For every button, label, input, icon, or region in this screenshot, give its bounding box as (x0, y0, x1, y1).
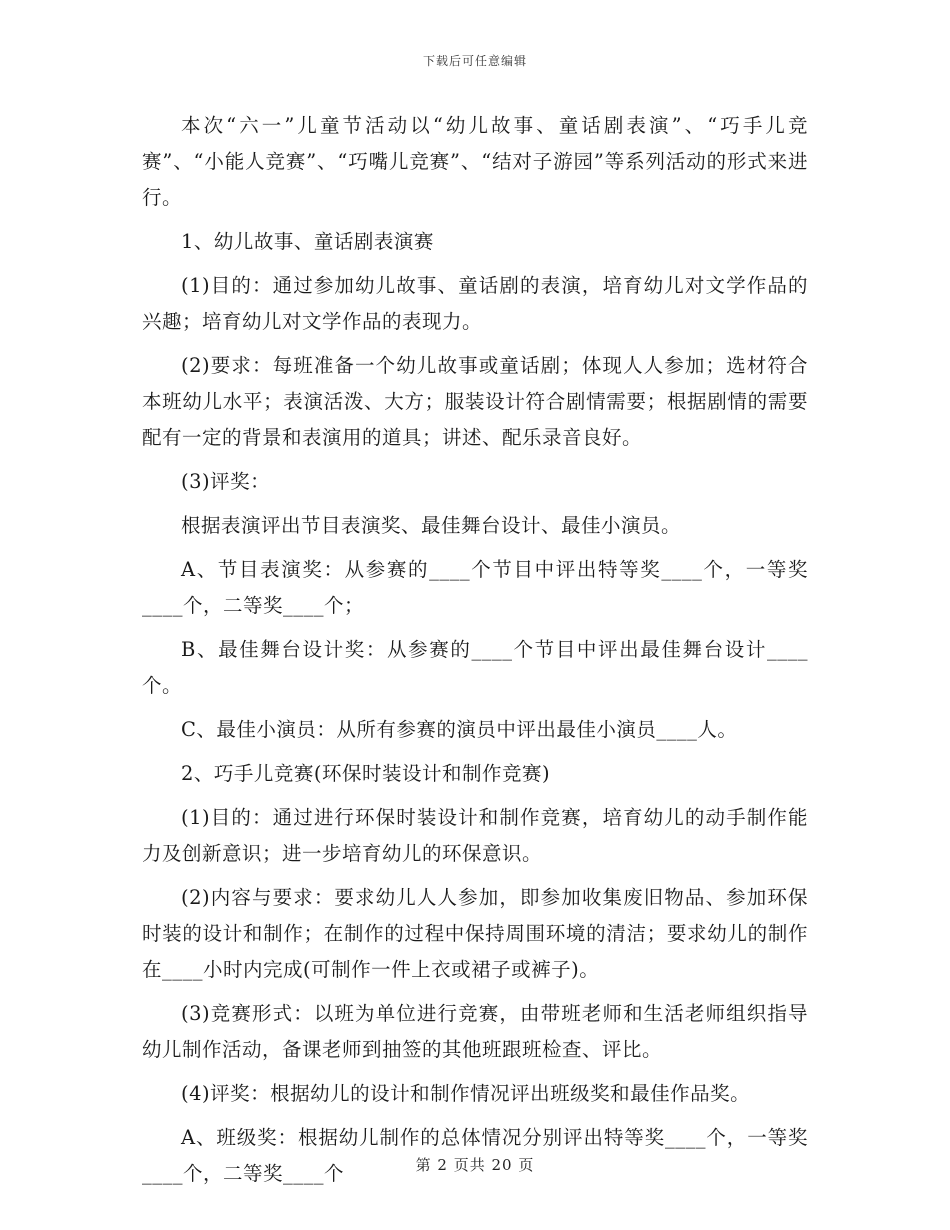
section-heading-story-drama: 1、幼儿故事、童话剧表演赛 (181, 230, 434, 253)
paragraph-award-b: B、最佳舞台设计奖：从参赛的____个节目中评出最佳舞台设计____个。 (142, 638, 808, 697)
paragraph-class-award: A、班级奖：根据幼儿制作的总体情况分别评出特等奖____个，一等奖____个，二等奖____个 (142, 1126, 808, 1185)
paragraph-purpose: (1)目的：通过参加幼儿故事、童话剧的表演，培育幼儿对文学作品的兴趣；培育幼儿对文学作品的表现力。 (142, 274, 808, 333)
page-header: 下载后可任意编辑 (422, 54, 527, 68)
paragraph-award-a: A、节目表演奖：从参赛的____个节目中评出特等奖____个，一等奖____个，二等奖____个； (142, 558, 808, 617)
paragraph-awards-heading: (3)评奖： (181, 470, 271, 493)
page-footer: 第 2 页共 20 页 (415, 1156, 535, 1174)
paragraph-requirements: (2)要求：每班准备一个幼儿故事或童话剧；体现人人参加；选材符合本班幼儿水平；表演活泼、大方；服装设计符合剧情需要；根据剧情的需要配有一定的背景和表演用的道具；讲述、配乐录音良好。 (142, 354, 808, 449)
document-body (142, 108, 808, 1200)
section-heading-handcraft: 2、巧手儿竞赛(环保时装设计和制作竞赛) (181, 762, 551, 785)
paragraph-award-c: C、最佳小演员：从所有参赛的演员中评出最佳小演员____人。 (181, 718, 738, 741)
paragraph-intro: 本次“六一”儿童节活动以“幼儿故事、童话剧表演”、“巧手儿竞赛”、“小能人竞赛”、“巧嘴儿竞赛”、“结对子游园”等系列活动的形式来进行。 (142, 114, 808, 209)
paragraph-handcraft-format: (3)竞赛形式：以班为单位进行竞赛，由带班老师和生活老师组织指导幼儿制作活动，备课老师到抽签的其他班跟班检查、评比。 (142, 1002, 808, 1061)
paragraph-handcraft-purpose: (1)目的：通过进行环保时装设计和制作竞赛，培育幼儿的动手制作能力及创新意识；进一步培育幼儿的环保意识。 (142, 806, 808, 865)
paragraph-handcraft-awards: (4)评奖：根据幼儿的设计和制作情况评出班级奖和最佳作品奖。 (181, 1082, 751, 1105)
paragraph-awards-summary: 根据表演评出节目表演奖、最佳舞台设计、最佳小演员。 (181, 514, 682, 537)
paragraph-handcraft-content: (2)内容与要求：要求幼儿人人参加，即参加收集废旧物品、参加环保时装的设计和制作；在制作的过程中保持周围环境的清洁；要求幼儿的制作在____小时内完成(可制作一件上衣或裙子或裤子)。 (142, 886, 808, 981)
